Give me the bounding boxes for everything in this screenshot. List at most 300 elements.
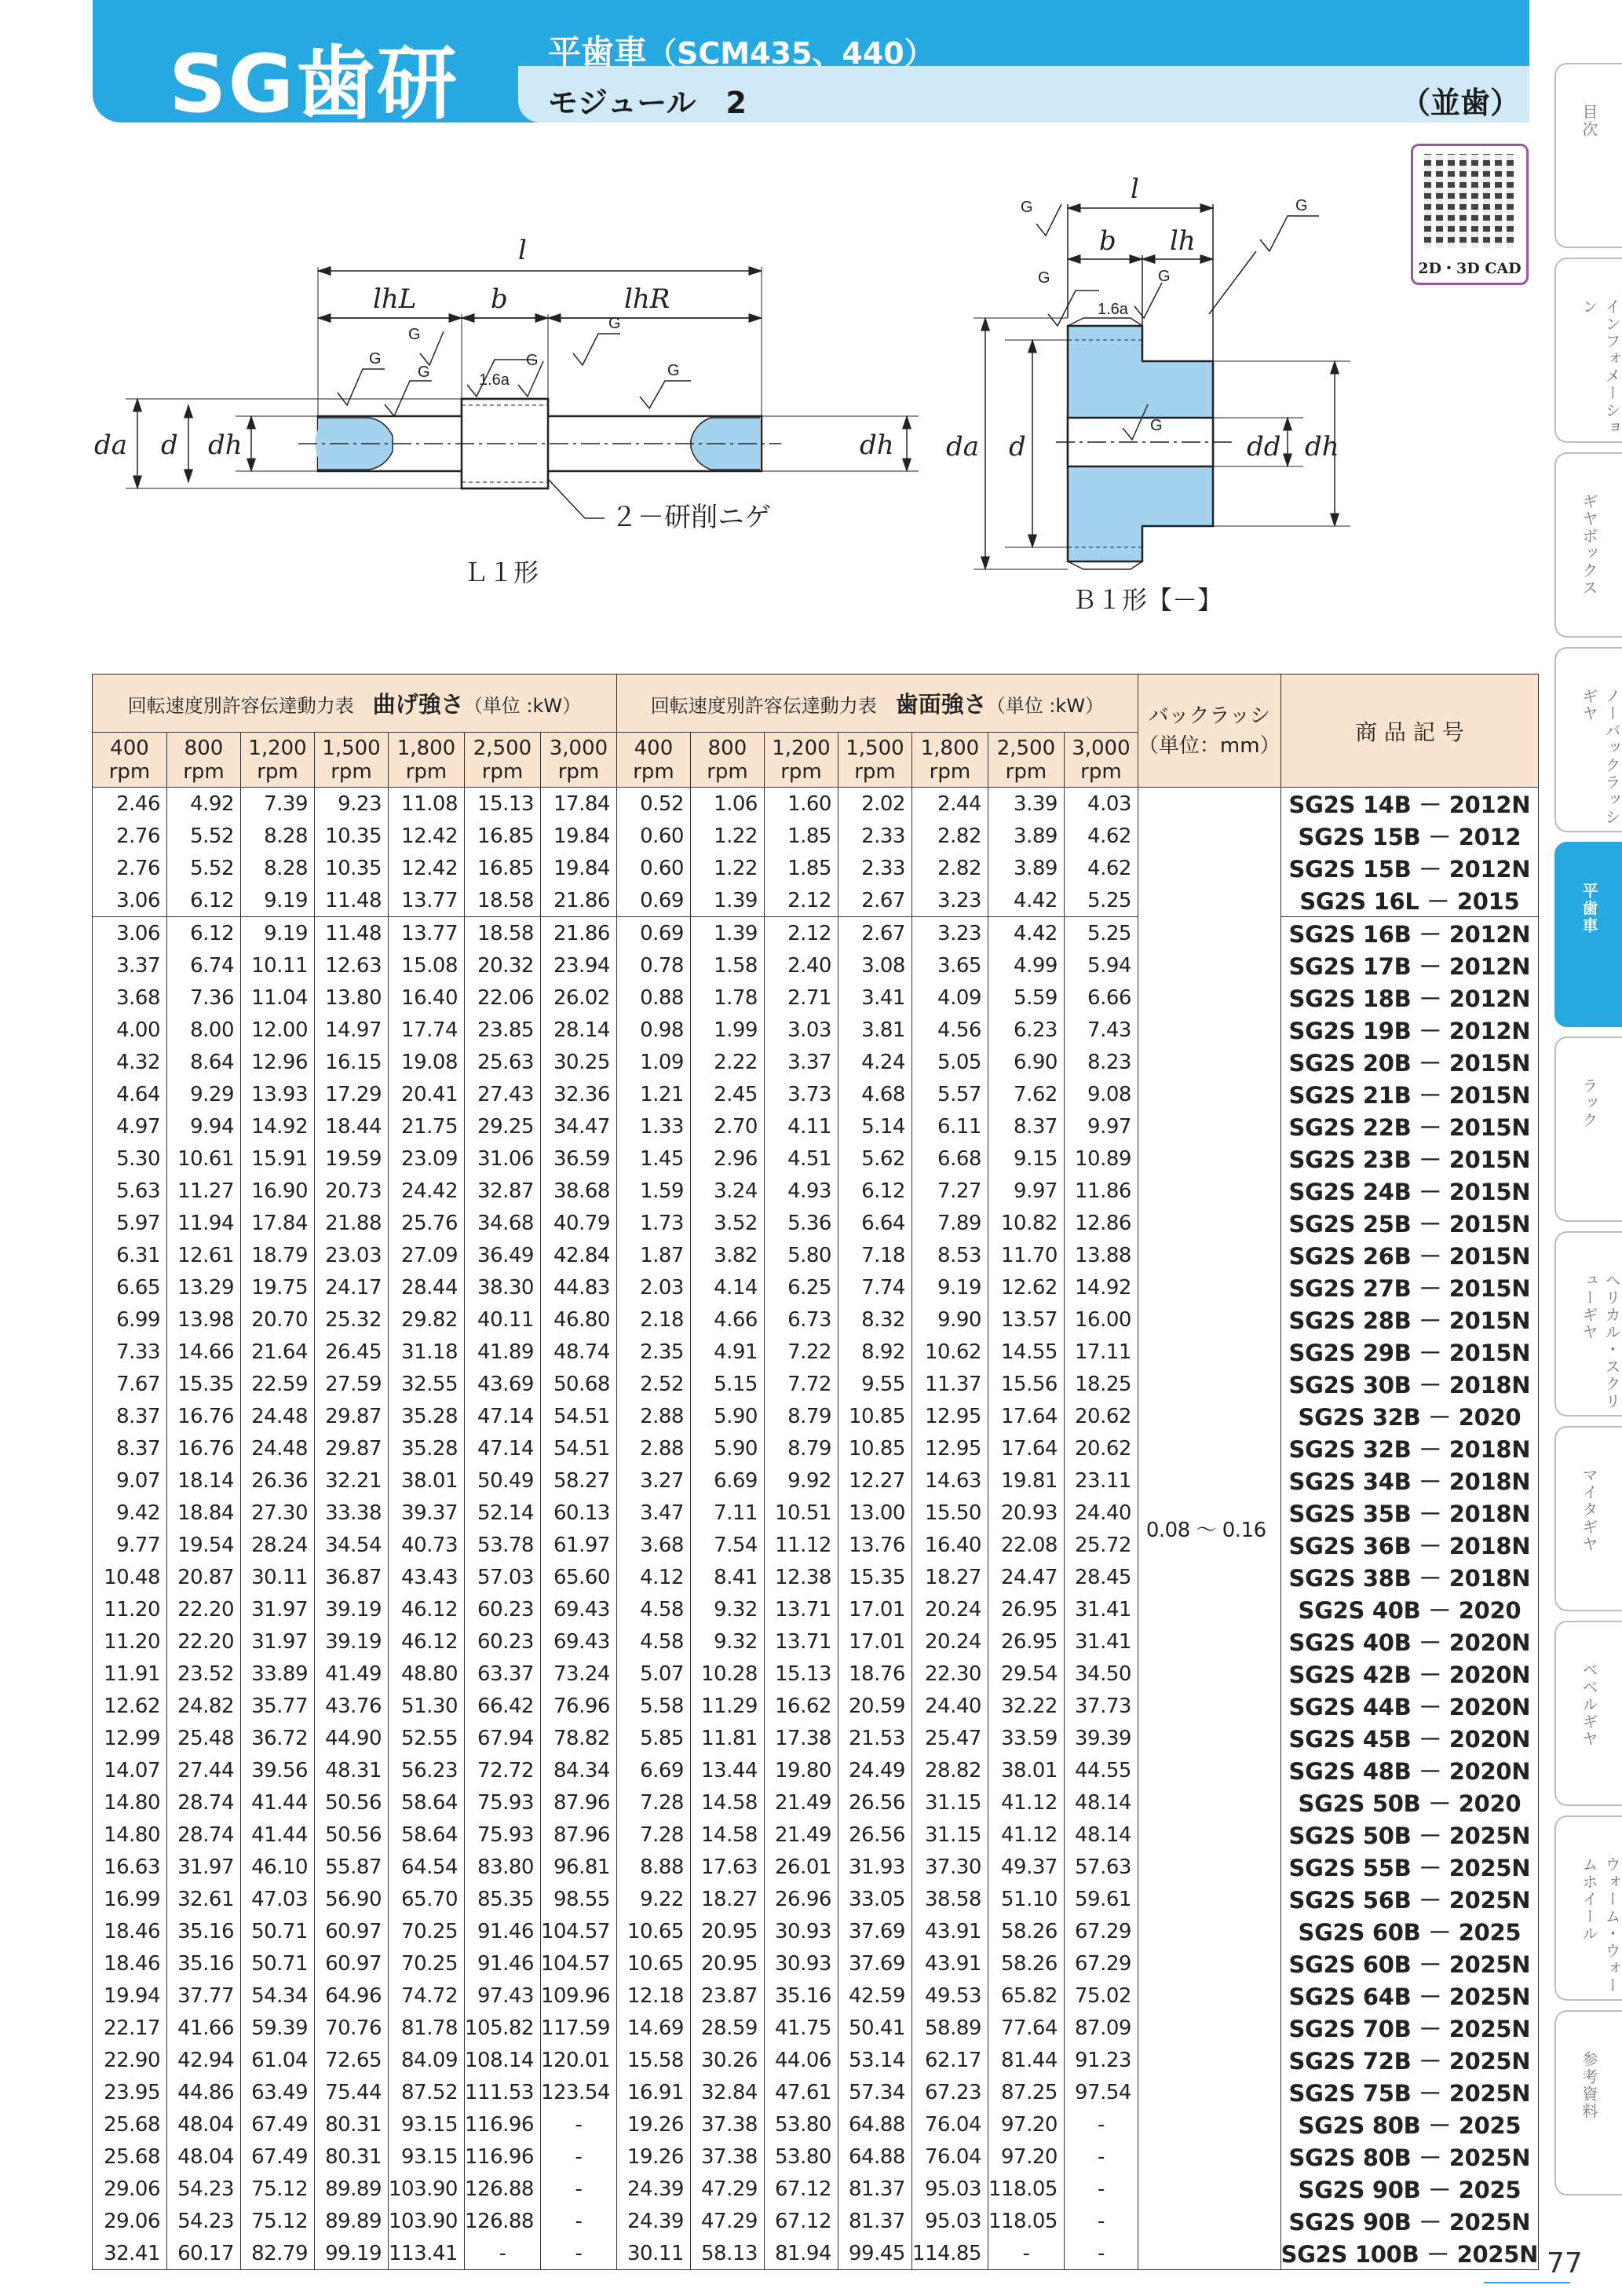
surface-power-cell: 9.08 [1064, 1078, 1138, 1110]
bending-power-cell: 13.29 [167, 1271, 241, 1303]
surface-power-cell: 57.63 [1064, 1851, 1138, 1883]
table-row [93, 2108, 1539, 2141]
part-number[interactable]: SG2S 55B － 2025N [1280, 1851, 1539, 1883]
surface-power-cell: 47.29 [690, 2173, 764, 2205]
bending-power-cell: 23.94 [540, 949, 616, 982]
surface-power-cell: 50.41 [838, 2012, 911, 2044]
part-number[interactable]: SG2S 34B － 2018N [1280, 1464, 1539, 1497]
surface-power-cell: 44.55 [1064, 1754, 1138, 1786]
bending-power-cell: 11.27 [167, 1175, 241, 1207]
part-number[interactable]: SG2S 32B － 2018N [1280, 1432, 1539, 1464]
bending-power-cell: 22.06 [464, 982, 540, 1014]
bending-power-cell: 60.23 [464, 1593, 540, 1625]
side-tab[interactable] [1554, 258, 1622, 443]
surface-power-cell: 12.86 [1064, 1207, 1138, 1239]
bending-power-cell: 104.57 [540, 1915, 616, 1947]
table-row [93, 1851, 1539, 1883]
surface-power-cell: 48.14 [1064, 1786, 1138, 1819]
bending-power-cell: 27.09 [389, 1239, 465, 1271]
surface-power-cell: 2.33 [838, 820, 911, 852]
bending-power-cell: 12.61 [167, 1239, 241, 1271]
rpm-header-cell [167, 733, 241, 788]
bending-power-cell: 84.09 [389, 2044, 465, 2076]
bending-power-cell: 5.97 [93, 1207, 167, 1239]
bending-power-cell: 32.36 [540, 1078, 616, 1110]
surface-power-cell: 87.25 [988, 2076, 1064, 2108]
surface-power-cell: 1.09 [616, 1046, 690, 1078]
part-number[interactable]: SG2S 19B － 2012N [1280, 1014, 1539, 1046]
bending-power-cell: 53.78 [464, 1529, 540, 1561]
part-number[interactable]: SG2S 25B － 2015N [1280, 1207, 1539, 1239]
surface-power-cell: 9.92 [764, 1464, 838, 1497]
surface-power-cell: 3.24 [690, 1175, 764, 1207]
surface-power-cell: 3.08 [838, 949, 911, 982]
bending-power-cell: 54.23 [167, 2205, 241, 2237]
side-tab-label: ラック [1580, 1077, 1598, 1129]
bending-power-cell: 69.43 [540, 1593, 616, 1625]
surface-power-cell: 30.11 [616, 2237, 690, 2270]
surface-power-cell: 8.92 [838, 1336, 911, 1368]
surface-power-cell: 67.12 [764, 2173, 838, 2205]
part-number[interactable]: SG2S 44B － 2020N [1280, 1690, 1539, 1722]
bending-power-cell: 116.96 [464, 2141, 540, 2173]
surface-power-cell: 48.14 [1064, 1819, 1138, 1851]
l1-relief-note: ２－研削ニゲ [611, 503, 771, 532]
surface-power-cell: 5.57 [911, 1078, 988, 1110]
part-number-header: 商 品 記 号 [1280, 675, 1539, 788]
bending-power-cell: 60.23 [464, 1625, 540, 1658]
bending-power-cell: 117.59 [540, 2012, 616, 2044]
surface-power-cell: 2.35 [616, 1336, 690, 1368]
side-tab[interactable] [1554, 1815, 1622, 2001]
part-number[interactable]: SG2S 60B － 2025 [1280, 1915, 1539, 1947]
bending-power-cell: 34.47 [540, 1110, 616, 1143]
part-number[interactable]: SG2S 72B － 2025N [1280, 2044, 1539, 2076]
l1-dim-dh-left: dh [208, 430, 243, 461]
part-number[interactable]: SG2S 90B － 2025N [1280, 2205, 1539, 2237]
side-tab[interactable] [1554, 63, 1622, 248]
bending-power-cell: 85.35 [464, 1883, 540, 1915]
surface-power-cell: 3.82 [690, 1239, 764, 1271]
bending-power-cell: 41.49 [315, 1658, 389, 1690]
b1-drawing [974, 204, 1350, 569]
tooth-type-label: （並歯） [1400, 86, 1520, 120]
rpm-value: 800 [707, 736, 747, 760]
bending-power-cell: 70.25 [389, 1947, 465, 1980]
part-number[interactable]: SG2S 40B － 2020N [1280, 1625, 1539, 1658]
surface-power-cell: 12.27 [838, 1464, 911, 1497]
surface-power-cell: 41.75 [764, 2012, 838, 2044]
bending-power-cell: 20.41 [389, 1078, 465, 1110]
part-number[interactable]: SG2S 17B － 2012N [1280, 949, 1539, 982]
surface-power-cell: 6.66 [1064, 982, 1138, 1014]
surface-power-cell: 3.81 [838, 1014, 911, 1046]
surface-power-cell: 13.88 [1064, 1239, 1138, 1271]
bending-power-cell: 14.80 [93, 1786, 167, 1819]
surface-power-cell: 0.78 [616, 949, 690, 982]
surface-power-cell: 3.23 [911, 917, 988, 950]
surface-power-cell: 28.82 [911, 1754, 988, 1786]
bending-power-cell: - [540, 2173, 616, 2205]
bending-power-cell: 97.43 [464, 1980, 540, 2012]
part-number[interactable]: SG2S 48B － 2020N [1280, 1754, 1539, 1786]
surface-power-cell: 17.63 [690, 1851, 764, 1883]
bending-power-cell: 9.19 [241, 884, 315, 917]
bending-power-cell: 41.44 [241, 1819, 315, 1851]
surface-power-cell: 17.01 [838, 1593, 911, 1625]
surface-power-cell: 4.42 [988, 884, 1064, 917]
surface-power-cell: 2.44 [911, 788, 988, 821]
part-number[interactable]: SG2S 45B － 2020N [1280, 1722, 1539, 1754]
bending-power-cell: 20.32 [464, 949, 540, 982]
surface-power-cell: 1.21 [616, 1078, 690, 1110]
bending-power-cell: 5.63 [93, 1175, 167, 1207]
surface-power-cell: 26.96 [764, 1883, 838, 1915]
surface-power-cell: 8.37 [988, 1110, 1064, 1143]
bending-power-cell: 21.88 [315, 1207, 389, 1239]
surface-power-cell: 6.90 [988, 1046, 1064, 1078]
bending-power-cell: 91.46 [464, 1947, 540, 1980]
bending-power-cell: 25.32 [315, 1303, 389, 1336]
bending-power-cell: 91.46 [464, 1915, 540, 1947]
side-tab[interactable] [1554, 1621, 1622, 1806]
surface-power-cell: 87.09 [1064, 2012, 1138, 2044]
bending-power-cell: 28.74 [167, 1786, 241, 1819]
side-tab-label: ウォーム・ウォームホイール [1580, 1856, 1621, 1994]
bending-power-cell: 2.46 [93, 788, 167, 821]
surface-power-cell: 64.88 [838, 2108, 911, 2141]
part-number[interactable]: SG2S 16L － 2015 [1280, 884, 1539, 917]
bending-power-cell: 9.19 [241, 917, 315, 950]
table-row [93, 1819, 1539, 1851]
bending-power-cell: 4.00 [93, 1014, 167, 1046]
surface-power-cell: 1.22 [690, 820, 764, 852]
bending-power-cell: 17.29 [315, 1078, 389, 1110]
bending-power-cell: 9.23 [315, 788, 389, 821]
surface-power-cell: 42.59 [838, 1980, 911, 2012]
rpm-unit: rpm [1005, 759, 1047, 784]
bending-power-cell: 27.30 [241, 1497, 315, 1529]
part-number[interactable]: SG2S 15B － 2012 [1280, 820, 1539, 852]
surface-power-cell: 8.88 [616, 1851, 690, 1883]
part-number[interactable]: SG2S 23B － 2015N [1280, 1143, 1539, 1175]
surface-power-cell: 0.88 [616, 982, 690, 1014]
bending-power-cell: - [540, 2141, 616, 2173]
surface-power-cell: 14.58 [690, 1786, 764, 1819]
surface-power-cell: 4.93 [764, 1175, 838, 1207]
surface-power-cell: 37.69 [838, 1915, 911, 1947]
part-number[interactable]: SG2S 35B － 2018N [1280, 1497, 1539, 1529]
surface-power-cell: 1.73 [616, 1207, 690, 1239]
surface-power-cell: 11.86 [1064, 1175, 1138, 1207]
side-tab[interactable] [1554, 1426, 1622, 1611]
bending-power-cell: 26.36 [241, 1464, 315, 1497]
l1-roughness: 1.6a [479, 371, 510, 389]
bending-power-cell: 83.80 [464, 1851, 540, 1883]
surface-power-cell: 75.02 [1064, 1980, 1138, 2012]
surface-power-cell: 24.47 [988, 1561, 1064, 1593]
surface-power-cell: 5.90 [690, 1400, 764, 1432]
surface-power-cell: 81.37 [838, 2173, 911, 2205]
bending-power-cell: 47.14 [464, 1432, 540, 1464]
side-tab[interactable] [1554, 647, 1622, 832]
surface-power-cell: 49.53 [911, 1980, 988, 2012]
b1-dim-lh: lh [1170, 225, 1196, 257]
l1-dim-b: b [491, 283, 508, 315]
surface-power-cell: 19.80 [764, 1754, 838, 1786]
bending-power-cell: 20.87 [167, 1561, 241, 1593]
rpm-unit: rpm [1080, 759, 1122, 784]
surface-power-cell: 12.95 [911, 1400, 988, 1432]
surface-power-cell: 25.47 [911, 1722, 988, 1754]
bending-power-cell: - [464, 2237, 540, 2270]
bending-power-cell: 58.64 [389, 1786, 465, 1819]
bending-power-cell: 47.03 [241, 1883, 315, 1915]
bending-power-cell: 5.52 [167, 852, 241, 884]
bending-power-cell: 7.33 [93, 1336, 167, 1368]
bending-power-cell: 40.73 [389, 1529, 465, 1561]
surface-power-cell: 37.38 [690, 2108, 764, 2141]
surface-power-cell: 21.49 [764, 1786, 838, 1819]
part-number[interactable]: SG2S 38B － 2018N [1280, 1561, 1539, 1593]
table-row [93, 1980, 1539, 2012]
table-row [93, 949, 1539, 982]
surface-power-cell: 5.07 [616, 1658, 690, 1690]
surface-power-cell: 18.76 [838, 1658, 911, 1690]
surface-power-cell: 10.89 [1064, 1143, 1138, 1175]
surface-power-cell: 24.49 [838, 1754, 911, 1786]
surface-power-cell: 53.80 [764, 2108, 838, 2141]
part-number[interactable]: SG2S 64B － 2025N [1280, 1980, 1539, 2012]
rpm-value: 1,200 [248, 736, 307, 760]
surface-power-cell: 5.14 [838, 1110, 911, 1143]
surface-power-cell: 0.69 [616, 884, 690, 917]
bending-power-cell: 57.03 [464, 1561, 540, 1593]
surface-power-cell: 7.11 [690, 1497, 764, 1529]
surface-power-cell: 14.63 [911, 1464, 988, 1497]
side-tab[interactable] [1554, 2010, 1622, 2195]
bending-power-cell: 11.04 [241, 982, 315, 1014]
table-row [93, 2076, 1539, 2108]
bending-power-cell: 16.85 [464, 820, 540, 852]
bending-power-cell: 48.80 [389, 1658, 465, 1690]
surface-power-cell: 6.25 [764, 1271, 838, 1303]
surface-power-cell: 1.58 [690, 949, 764, 982]
surface-power-cell: 10.51 [764, 1497, 838, 1529]
part-number[interactable]: SG2S 16B － 2012N [1280, 917, 1539, 950]
bending-power-cell: 23.85 [464, 1014, 540, 1046]
part-number[interactable]: SG2S 18B － 2012N [1280, 982, 1539, 1014]
part-number[interactable]: SG2S 30B － 2018N [1280, 1368, 1539, 1400]
bending-power-cell: 52.14 [464, 1497, 540, 1529]
surface-power-cell: 13.44 [690, 1754, 764, 1786]
part-number[interactable]: SG2S 56B － 2025N [1280, 1883, 1539, 1915]
bending-power-cell: 29.25 [464, 1110, 540, 1143]
surface-power-cell: 32.84 [690, 2076, 764, 2108]
bending-power-cell: 31.97 [167, 1851, 241, 1883]
side-tab[interactable] [1554, 452, 1622, 638]
bending-power-cell: 28.44 [389, 1271, 465, 1303]
surface-power-cell: 17.64 [988, 1400, 1064, 1432]
surface-power-cell: 16.62 [764, 1690, 838, 1722]
surface-power-cell: 19.81 [988, 1464, 1064, 1497]
bending-power-cell: 11.20 [93, 1625, 167, 1658]
backlash-title: バックラッシ [1148, 704, 1270, 728]
part-number[interactable]: SG2S 24B － 2015N [1280, 1175, 1539, 1207]
surface-power-cell: 15.35 [838, 1561, 911, 1593]
bending-power-cell: 29.87 [315, 1432, 389, 1464]
surface-power-cell: 3.41 [838, 982, 911, 1014]
surface-power-cell: 13.76 [838, 1529, 911, 1561]
rpm-value: 400 [634, 736, 674, 760]
bending-power-cell: 58.27 [540, 1464, 616, 1497]
surface-power-cell: 20.24 [911, 1593, 988, 1625]
part-number[interactable]: SG2S 80B － 2025 [1280, 2108, 1539, 2141]
l1-grind-4: G [526, 352, 539, 369]
surface-power-cell: 4.42 [988, 917, 1064, 950]
bending-power-cell: 28.74 [167, 1819, 241, 1851]
surface-power-cell: 5.59 [988, 982, 1064, 1014]
bending-power-cell: 109.96 [540, 1980, 616, 2012]
surface-power-cell: 29.54 [988, 1658, 1064, 1690]
bending-power-cell: 35.16 [167, 1915, 241, 1947]
part-number[interactable]: SG2S 75B － 2025N [1280, 2076, 1539, 2108]
bending-power-cell: 18.46 [93, 1947, 167, 1980]
bending-power-cell: 16.90 [241, 1175, 315, 1207]
surface-power-cell: 5.25 [1064, 917, 1138, 950]
part-number[interactable]: SG2S 60B － 2025N [1280, 1947, 1539, 1980]
part-number[interactable]: SG2S 40B － 2020 [1280, 1593, 1539, 1625]
bending-power-cell: 13.80 [315, 982, 389, 1014]
surface-power-cell: 24.39 [616, 2205, 690, 2237]
surface-power-cell: 5.05 [911, 1046, 988, 1078]
bending-power-cell: 15.35 [167, 1368, 241, 1400]
bending-power-cell: 87.52 [389, 2076, 465, 2108]
surface-power-cell: 19.26 [616, 2108, 690, 2141]
bending-power-cell: 6.74 [167, 949, 241, 982]
bending-power-cell: 105.82 [464, 2012, 540, 2044]
surface-power-cell: 4.62 [1064, 852, 1138, 884]
surface-power-cell: 9.55 [838, 1368, 911, 1400]
surface-power-cell: 33.05 [838, 1883, 911, 1915]
side-tab[interactable] [1554, 842, 1622, 1027]
bending-power-cell: 39.56 [241, 1754, 315, 1786]
part-number[interactable]: SG2S 42B － 2020N [1280, 1658, 1539, 1690]
table-row [93, 1915, 1539, 1947]
surface-power-cell: 31.15 [911, 1819, 988, 1851]
bending-power-cell: 35.28 [389, 1432, 465, 1464]
part-number[interactable]: SG2S 90B － 2025 [1280, 2173, 1539, 2205]
surface-power-cell: 5.15 [690, 1368, 764, 1400]
bending-power-cell: 46.12 [389, 1593, 465, 1625]
table-row [93, 1561, 1539, 1593]
bending-power-cell: 65.70 [389, 1883, 465, 1915]
part-number[interactable]: SG2S 50B － 2020 [1280, 1786, 1539, 1819]
side-tab[interactable] [1554, 1036, 1622, 1222]
bending-power-cell: 89.89 [315, 2173, 389, 2205]
surface-power-cell: 41.12 [988, 1786, 1064, 1819]
side-tab-label: インフォメーション [1580, 298, 1621, 437]
rpm-value: 3,000 [549, 736, 608, 760]
table-row [93, 852, 1539, 884]
side-tab[interactable] [1554, 1231, 1622, 1417]
bending-power-cell: 6.31 [93, 1239, 167, 1271]
rpm-header-cell [464, 733, 540, 788]
bending-power-cell: 22.17 [93, 2012, 167, 2044]
bending-power-cell: 54.23 [167, 2173, 241, 2205]
part-number[interactable]: SG2S 32B － 2020 [1280, 1400, 1539, 1432]
part-number[interactable]: SG2S 29B － 2015N [1280, 1336, 1539, 1368]
part-number[interactable]: SG2S 70B － 2025N [1280, 2012, 1539, 2044]
bending-power-cell: 16.76 [167, 1432, 241, 1464]
part-number[interactable]: SG2S 26B － 2015N [1280, 1239, 1539, 1271]
part-number[interactable]: SG2S 100B － 2025N [1280, 2237, 1539, 2270]
table-row [93, 1368, 1539, 1400]
surface-power-cell: 1.85 [764, 852, 838, 884]
surface-power-cell: 6.68 [911, 1143, 988, 1175]
l1-drawing [126, 267, 919, 518]
bending-power-cell: 24.42 [389, 1175, 465, 1207]
part-number[interactable]: SG2S 14B － 2012N [1280, 788, 1539, 821]
bending-power-cell: 21.86 [540, 884, 616, 917]
bending-power-cell: 19.84 [540, 852, 616, 884]
part-number[interactable]: SG2S 22B － 2015N [1280, 1110, 1539, 1143]
surface-power-cell: 0.60 [616, 820, 690, 852]
bending-power-cell: 21.86 [540, 917, 616, 950]
table-row [93, 1497, 1539, 1529]
rpm-unit: rpm [929, 759, 971, 784]
bending-power-cell: 3.06 [93, 884, 167, 917]
bending-power-cell: 54.34 [241, 1980, 315, 2012]
bending-power-cell: 6.65 [93, 1271, 167, 1303]
bending-power-cell: 29.06 [93, 2205, 167, 2237]
bending-power-cell: 74.72 [389, 1980, 465, 2012]
part-number[interactable]: SG2S 20B － 2015N [1280, 1046, 1539, 1078]
part-number[interactable]: SG2S 80B － 2025N [1280, 2141, 1539, 2173]
surface-power-cell: 2.03 [616, 1271, 690, 1303]
surface-power-cell: 2.12 [764, 917, 838, 950]
surface-power-cell: 7.43 [1064, 1014, 1138, 1046]
bending-power-cell: 70.76 [315, 2012, 389, 2044]
surface-power-cell: 53.80 [764, 2141, 838, 2173]
bending-power-cell: 2.76 [93, 820, 167, 852]
surface-power-cell: 0.69 [616, 917, 690, 950]
part-number[interactable]: SG2S 28B － 2015N [1280, 1303, 1539, 1336]
part-number[interactable]: SG2S 27B － 2015N [1280, 1271, 1539, 1303]
part-number[interactable]: SG2S 21B － 2015N [1280, 1078, 1539, 1110]
page-title: SG歯研 [169, 38, 459, 131]
bending-power-cell: 22.90 [93, 2044, 167, 2076]
surface-power-cell: 14.55 [988, 1336, 1064, 1368]
bending-power-cell: 8.28 [241, 852, 315, 884]
bending-power-cell: 46.10 [241, 1851, 315, 1883]
l1-grind-2: G [418, 364, 430, 381]
part-number[interactable]: SG2S 50B － 2025N [1280, 1819, 1539, 1851]
bending-power-cell: 66.42 [464, 1690, 540, 1722]
bending-power-cell: 50.68 [540, 1368, 616, 1400]
part-number[interactable]: SG2S 36B － 2018N [1280, 1529, 1539, 1561]
surface-power-cell: 28.45 [1064, 1561, 1138, 1593]
surface-power-cell: 20.95 [690, 1947, 764, 1980]
part-number[interactable]: SG2S 15B － 2012N [1280, 852, 1539, 884]
bending-power-cell: 12.96 [241, 1046, 315, 1078]
surface-power-cell: 20.24 [911, 1625, 988, 1658]
bending-power-cell: 81.78 [389, 2012, 465, 2044]
surface-power-cell: 2.82 [911, 852, 988, 884]
surface-unit: （単位 :kW） [986, 695, 1105, 717]
surface-power-cell: 4.99 [988, 949, 1064, 982]
surface-power-cell: 49.37 [988, 1851, 1064, 1883]
